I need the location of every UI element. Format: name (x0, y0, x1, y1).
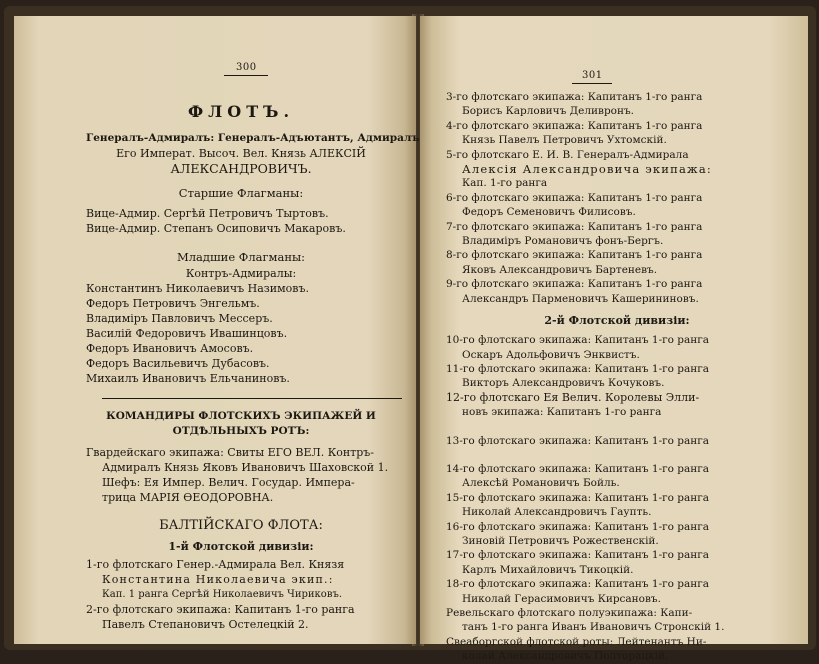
crew-entry: Алексѣй Романовичъ Бойль. (462, 477, 620, 490)
guards-crew-line: Гвардейскаго экипажа: Свиты ЕГО ВЕЛ. Контръ- (86, 446, 375, 459)
crew-entry: 8-го флотскаго экипажа: Капитанъ 1-го ранга (446, 249, 703, 262)
page-number-left: 300 (236, 62, 257, 73)
junior-flagmen-title: Младшие Флагманы: (176, 250, 306, 264)
crew-entry: новъ экипажа: Капитанъ 1-го ранга (462, 406, 662, 419)
crew-entry: Викторъ Александровичъ Кочуковъ. (462, 377, 665, 390)
crew-entry: 3-го флотскаго экипажа: Капитанъ 1-го ранга (446, 91, 703, 103)
general-admiral-line: АЛЕКСАНДРОВИЧЪ. (170, 161, 312, 176)
division-entry: Павелъ Степановичъ Остелецкій 2. (102, 618, 309, 631)
crew-entry: 12-го флотскаго Ея Велич. Королевы Элли- (446, 390, 700, 404)
crew-entry: Оскаръ Адольфовичъ Энквистъ. (462, 348, 640, 361)
general-admiral-line: Его Императ. Высоч. Вел. Князь АЛЕКСІЙ (116, 147, 366, 160)
spacer (86, 505, 396, 517)
crew-entry: 4-го флотскаго экипажа: Капитанъ 1-го ранга (446, 119, 703, 132)
second-division-title: 2-й Флотской дивизіи: (544, 314, 690, 328)
left-page (14, 16, 420, 644)
general-admiral-block (86, 131, 420, 176)
senior-flagman-entry: Вице-Адмир. Сергѣй Петровичъ Тыртовъ. (86, 207, 329, 220)
crew-entry: 6-го флотскаго экипажа: Капитанъ 1-го ранга (446, 191, 703, 204)
crew-entry: Свеаборгской флотской роты: Лейтенантъ Ни- (446, 635, 707, 648)
baltic-fleet-title: БАЛТIЙСКАГО ФЛОТА: (159, 518, 323, 533)
crew-entry: Князь Павелъ Петровичъ Ухтомскій. (462, 134, 667, 147)
crew-entry: 11-го флотскаго экипажа: Капитанъ 1-го ранга (446, 362, 710, 375)
rear-admiral-entry: Федоръ Васильевичъ Дубасовъ. (86, 357, 270, 370)
guards-crew-line: трица МАРIЯ ѲЕОДОРОВНА. (102, 491, 274, 504)
crew-entry: 10-го флотскаго экипажа: Капитанъ 1-го ранга (446, 334, 710, 347)
crew-entry: колай Александровичъ Полторацкій. (462, 650, 669, 663)
crew-entry: 5-го флотскаго Е. И. В. Генералъ-Адмирала (446, 148, 689, 161)
crew-entry: 13-го флотскаго экипажа: Капитанъ 1-го ранга (446, 434, 710, 447)
general-admiral-line: Генералъ-Адмиралъ: Генералъ-Адъютантъ, Адмиралъ (86, 132, 420, 144)
crew-entry: Алексія Александровича экипажа: (462, 162, 712, 177)
crew-entry: 7-го флотскаго экипажа: Капитанъ 1-го ранга (446, 220, 703, 233)
senior-flagman-entry: Вице-Адмир. Степанъ Осиповичъ Макаровъ. (86, 222, 346, 235)
crew-entry: 18-го флотскаго экипажа: Капитанъ 1-го ранга (446, 578, 710, 591)
crew-entry: Кап. 1-го ранга (462, 177, 548, 190)
division-entry: 1-го флотскаго Генер.-Адмирала Вел. Князя (86, 558, 345, 571)
crew-entry: Александръ Парменовичъ Кашерининовъ. (462, 292, 699, 305)
book-spread (4, 6, 816, 663)
crew-entry: 16-го флотскаго экипажа: Капитанъ 1-го ранга (446, 520, 710, 533)
commanders-title: ОТДѢЛЬНЫХЪ РОТЪ: (172, 425, 310, 437)
right-page (420, 16, 808, 663)
rear-admiral-entry: Федоръ Ивановичъ Амосовъ. (86, 342, 254, 355)
commanders-title: КОМАНДИРЫ ФЛОТСКИХЪ ЭКИПАЖЕЙ И (106, 410, 376, 422)
division-entry: 2-го флотскаго экипажа: Капитанъ 1-го ранга (86, 603, 355, 616)
crew-entry: танъ 1-го ранга Иванъ Ивановичъ Стронскій 1. (462, 621, 725, 634)
crew-entry: 17-го флотскаго экипажа: Капитанъ 1-го ранга (446, 549, 710, 562)
guards-crew-line: Шефъ: Ея Импер. Велич. Государ. Импера- (102, 476, 355, 489)
rear-admiral-entry: Владимiръ Павловичъ Мессеръ. (86, 312, 273, 325)
division-entry: Константина Николаевича экип.: (102, 573, 334, 586)
crew-entry: 14-го флотскаго экипажа: Капитанъ 1-го ранга (446, 462, 710, 475)
first-division-continued (446, 90, 788, 306)
first-division-title: 1-й Флотской дивизіи: (168, 540, 314, 553)
senior-flagmen-title: Старшие Флагманы: (178, 186, 304, 200)
crew-entry: Николай Александровичъ Гаупть. (462, 506, 652, 519)
rear-admiral-entry: Федоръ Петровичъ Энгельмъ. (86, 297, 260, 310)
rear-admiral-entry: Василій Федоровичъ Ивашинцовъ. (86, 327, 288, 340)
crew-entry: Карлъ Михайловичъ Тикоцкій. (462, 563, 634, 576)
crew-entry: Зиновій Петровичъ Рожественскій. (462, 534, 659, 547)
crew-entry: Яковъ Александровичъ Бартеневъ. (462, 263, 658, 276)
crew-entry: 15-го флотскаго экипажа: Капитанъ 1-го ранга (446, 491, 710, 504)
crew-entry: Ревельскаго флотскаго полуэкипажа: Капи- (446, 607, 693, 619)
crew-entry: 9-го флотскаго экипажа: Капитанъ 1-го ранга (446, 278, 703, 291)
crew-entry: Владимiръ Романовичъ фонъ-Бергъ. (462, 235, 664, 248)
rear-admirals-title: Контръ-Адмиралы: (185, 267, 297, 280)
division-entry: Кап. 1 ранга Сергѣй Николаевичъ Чириковъ. (102, 589, 342, 600)
rear-admiral-entry: Константинъ Николаевичъ Назимовъ. (86, 282, 309, 295)
crew-entry: Николай Герасимовичъ Кирсановъ. (462, 592, 661, 605)
rear-admiral-entry: Михаилъ Ивановичъ Ельчаниновъ. (86, 372, 290, 385)
section-divider (102, 398, 402, 399)
page-number-right: 301 (582, 70, 603, 81)
fleet-heading: ФЛОТЪ. (187, 102, 295, 121)
crew-entry: Федоръ Семеновичъ Филисовъ. (462, 206, 636, 219)
guards-crew-line: Адмиралъ Князь Яковъ Ивановичъ Шаховской 1. (102, 461, 389, 474)
crew-entry: Борисъ Карловичъ Деливронъ. (462, 105, 635, 118)
